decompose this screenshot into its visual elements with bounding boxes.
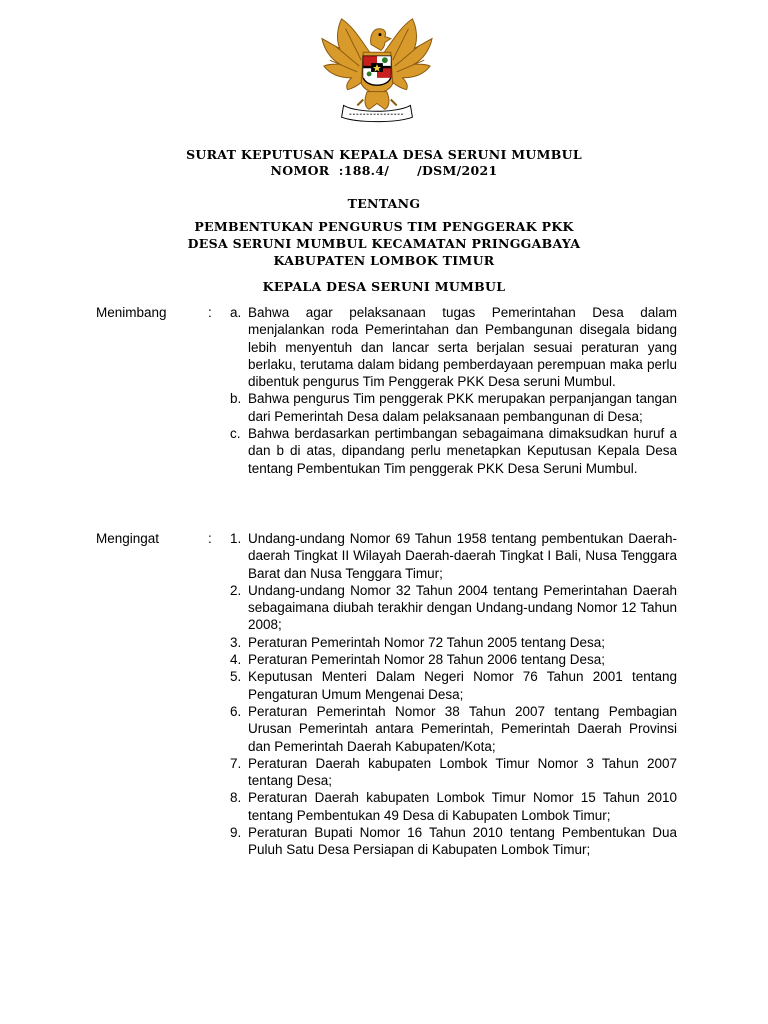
list-item [230, 789, 677, 824]
decree-number: NOMOR :188.4/ /DSM/2021 [270, 163, 498, 178]
item-marker: b. [230, 391, 242, 407]
item-text: Peraturan Bupati Nomor 16 Tahun 2010 tentang Pembentukan Dua Puluh Satu Desa Persiapan di Kabupaten Lombok Timur; [248, 825, 677, 858]
subject-line-2: DESA SERUNI MUMBUL KECAMATAN PRINGGABAYA [187, 236, 581, 251]
list-item [230, 651, 677, 668]
item-text: Bahwa agar pelaksanaan tugas Pemerintahan Desa dalam menjalankan roda Pemerintahan dan Pembangunan disegala bidang lebih menyentuh dan lancar serta berjalan sesuai peraturan yang berlaku, terutama dalam bidang pemberdayaan perempuan maka perlu dibentuk pengurus Tim Penggerak PKK Desa seruni Mumbul. [248, 305, 677, 390]
item-text: Peraturan Daerah kabupaten Lombok Timur Nomor 15 Tahun 2010 tentang Pembentukan 49 Desa di Kabupaten Lombok Timur; [248, 790, 677, 823]
subject-line-3: KABUPATEN LOMBOK TIMUR [273, 253, 495, 268]
item-marker: 4. [230, 652, 242, 668]
considering-colon: : [208, 305, 212, 320]
item-text: Undang-undang Nomor 32 Tahun 2004 tentang Pemerintahan Daerah sebagaimana diubah terakhir dengan Undang-undang Nomor 12 Tahun 2008; [248, 582, 677, 633]
item-text: Peraturan Pemerintah Nomor 38 Tahun 2007 tentang Pembagian Urusan Pemerintah antara Pemerintah, Pemerintah Daerah Provinsi dan Pemerintah Daerah Kabupaten/Kota; [248, 703, 677, 754]
recalling-colon: : [208, 531, 212, 546]
list-item [230, 390, 677, 425]
item-text: Undang-undang Nomor 69 Tahun 1958 tentang pembentukan Daerah-daerah Tingkat II Wilayah Daerah-daerah Tingkat I Bali, Nusa Tenggara Barat dan Nusa Tenggara Timur; [248, 531, 677, 581]
item-marker: 5. [230, 669, 242, 685]
item-text: Bahwa berdasarkan pertimbangan sebagaimana dimaksudkan huruf a dan b di atas, dipandang perlu menetapkan Keputusan Kepala Desa tentang Pembentukan Tim penggerak PKK Desa Seruni Mumbul. [248, 426, 677, 476]
considering-label: Menimbang [96, 305, 167, 320]
list-item [230, 634, 677, 651]
list-item [230, 668, 677, 703]
item-marker: 3. [230, 634, 242, 650]
list-item [230, 582, 677, 634]
item-text: Peraturan Daerah kabupaten Lombok Timur Nomor 3 Tahun 2007 tentang Desa; [248, 755, 677, 789]
item-marker: 2. [230, 582, 242, 598]
about-heading: TENTANG [347, 196, 421, 211]
subject-line-1: PEMBENTUKAN PENGURUS TIM PENGGERAK PKK [194, 219, 574, 234]
garuda-pancasila-emblem [318, 14, 436, 126]
recalling-label: Mengingat [96, 531, 160, 546]
item-marker: 7. [230, 755, 242, 771]
item-marker: 8. [230, 790, 242, 806]
item-marker: 6. [230, 703, 242, 719]
item-text: Peraturan Pemerintah Nomor 28 Tahun 2006 tentang Desa; [248, 652, 605, 668]
item-marker: c. [230, 426, 241, 442]
list-item [230, 703, 677, 755]
item-text: Keputusan Menteri Dalam Negeri Nomor 76 Tahun 2001 tentang Pengaturan Umum Mengenai Desa; [248, 669, 677, 702]
considering-list [230, 304, 677, 477]
official-title: KEPALA DESA SERUNI MUMBUL [262, 279, 506, 294]
item-text: Peraturan Pemerintah Nomor 72 Tahun 2005 tentang Desa; [248, 634, 605, 650]
item-text: Bahwa pengurus Tim penggerak PKK merupakan perpanjangan tangan dari Pemerintah Desa dalam pelaksanaan pembangunan di Desa; [248, 391, 677, 424]
list-item [230, 755, 677, 790]
item-marker: 9. [230, 825, 242, 841]
recalling-list [230, 530, 677, 859]
list-item [230, 530, 677, 582]
decree-title: SURAT KEPUTUSAN KEPALA DESA SERUNI MUMBUL [186, 147, 582, 162]
list-item [230, 824, 677, 859]
item-marker: 1. [230, 531, 242, 546]
list-item [230, 425, 677, 477]
list-item [230, 304, 677, 390]
item-marker: a. [230, 305, 242, 320]
